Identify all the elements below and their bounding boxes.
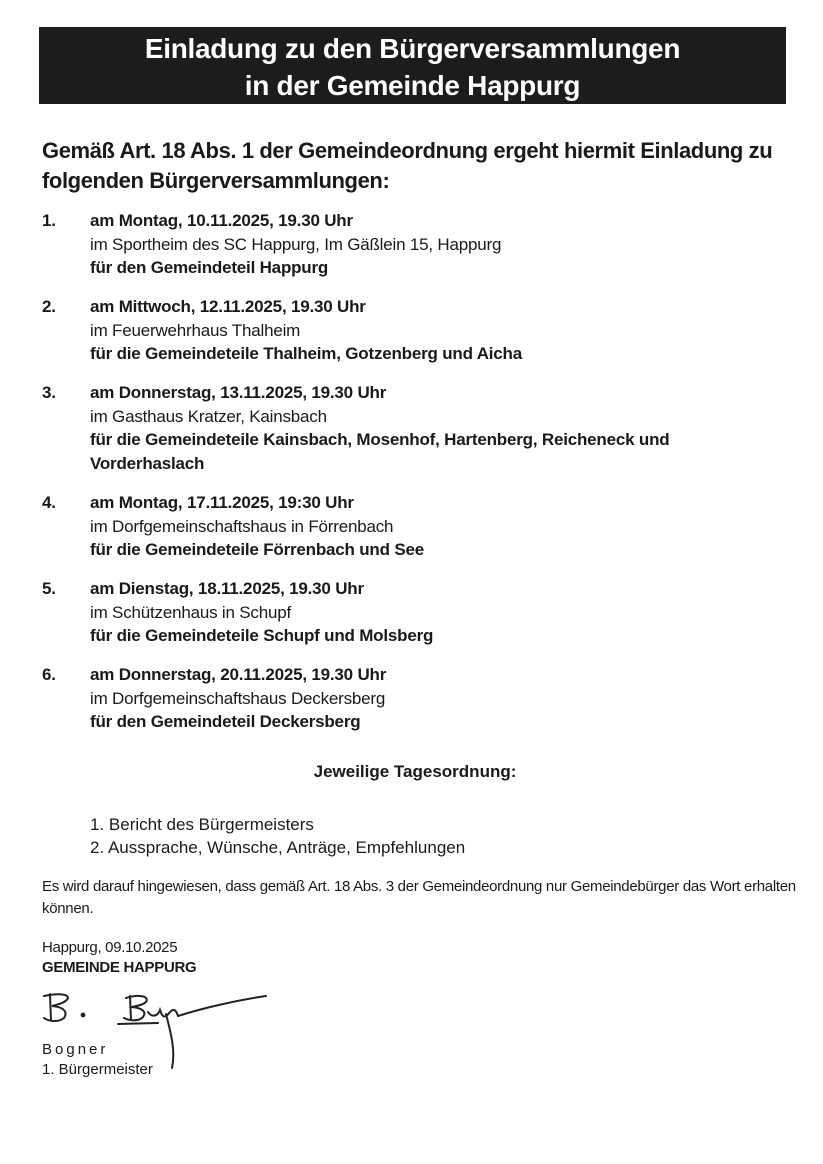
title-banner xyxy=(39,27,786,104)
meeting-date: am Mittwoch, 12.11.2025, 19.30 Uhr xyxy=(90,297,366,316)
meeting-date: am Dienstag, 18.11.2025, 19.30 Uhr xyxy=(90,579,364,598)
meeting-districts: für die Gemeindeteile Förrenbach und See xyxy=(90,540,424,559)
agenda-item: 1. Bericht des Bürgermeisters xyxy=(90,815,314,834)
meeting-date: am Montag, 17.11.2025, 19:30 Uhr xyxy=(90,493,354,512)
title-line-2: in der Gemeinde Happurg xyxy=(244,70,581,101)
signer-role: 1. Bürgermeister xyxy=(42,1061,153,1078)
meeting-item xyxy=(42,295,802,366)
meeting-date: am Donnerstag, 20.11.2025, 19.30 Uhr xyxy=(90,665,387,684)
place-date-block xyxy=(42,938,196,978)
meeting-location: im Feuerwehrhaus Thalheim xyxy=(90,320,301,340)
meeting-number: 2. xyxy=(42,297,56,316)
signer-name: Bogner xyxy=(42,1041,109,1058)
meeting-number: 4. xyxy=(42,493,56,512)
meeting-item xyxy=(42,491,802,562)
meeting-date: am Montag, 10.11.2025, 19.30 Uhr xyxy=(90,211,353,230)
meeting-location: im Dorfgemeinschaftshaus Deckersberg xyxy=(90,688,386,708)
meeting-item xyxy=(42,209,802,280)
meeting-item xyxy=(42,381,802,475)
meeting-districts: für die Gemeindeteile Schupf und Molsberg xyxy=(90,626,434,645)
meeting-districts: für die Gemeindeteile Thalheim, Gotzenberg und Aicha xyxy=(90,344,522,363)
meeting-districts: für den Gemeindeteil Happurg xyxy=(90,258,329,277)
agenda-list xyxy=(90,814,465,859)
meeting-number: 3. xyxy=(42,383,56,402)
meeting-date: am Donnerstag, 13.11.2025, 19.30 Uhr xyxy=(90,383,387,402)
agenda-title: Jeweilige Tagesordnung: xyxy=(313,762,517,781)
authority: GEMEINDE HAPPURG xyxy=(42,959,197,976)
legal-note: Es wird darauf hingewiesen, dass gemäß Art. 18 Abs. 3 der Gemeindeordnung nur Gemeindebürger das Wort erhalten können. xyxy=(42,878,796,917)
meeting-item xyxy=(42,663,802,734)
signer-block xyxy=(42,1040,153,1080)
agenda-item: 2. Aussprache, Wünsche, Anträge, Empfehlungen xyxy=(90,837,466,857)
meeting-location: im Gasthaus Kratzer, Kainsbach xyxy=(90,406,327,426)
meeting-number: 6. xyxy=(42,665,56,684)
meeting-districts: für den Gemeindeteil Deckersberg xyxy=(90,712,361,731)
meeting-districts: für die Gemeindeteile Kainsbach, Mosenhof, Hartenberg, Reicheneck und Vorderhaslach xyxy=(90,430,670,473)
meeting-location: im Schützenhaus in Schupf xyxy=(90,602,292,622)
meeting-number: 1. xyxy=(42,211,56,230)
meeting-location: im Dorfgemeinschaftshaus in Förrenbach xyxy=(90,516,394,536)
meeting-location: im Sportheim des SC Happurg, Im Gäßlein 15, Happurg xyxy=(90,234,502,254)
meeting-item xyxy=(42,577,802,648)
title-line-1: Einladung zu den Bürgerversammlungen xyxy=(144,33,681,64)
intro-text: Gemäß Art. 18 Abs. 1 der Gemeindeordnung ergeht hiermit Einladung zu folgenden Bürgerversammlungen: xyxy=(42,138,773,193)
meeting-number: 5. xyxy=(42,579,56,598)
place-date: Happurg, 09.10.2025 xyxy=(42,939,178,956)
